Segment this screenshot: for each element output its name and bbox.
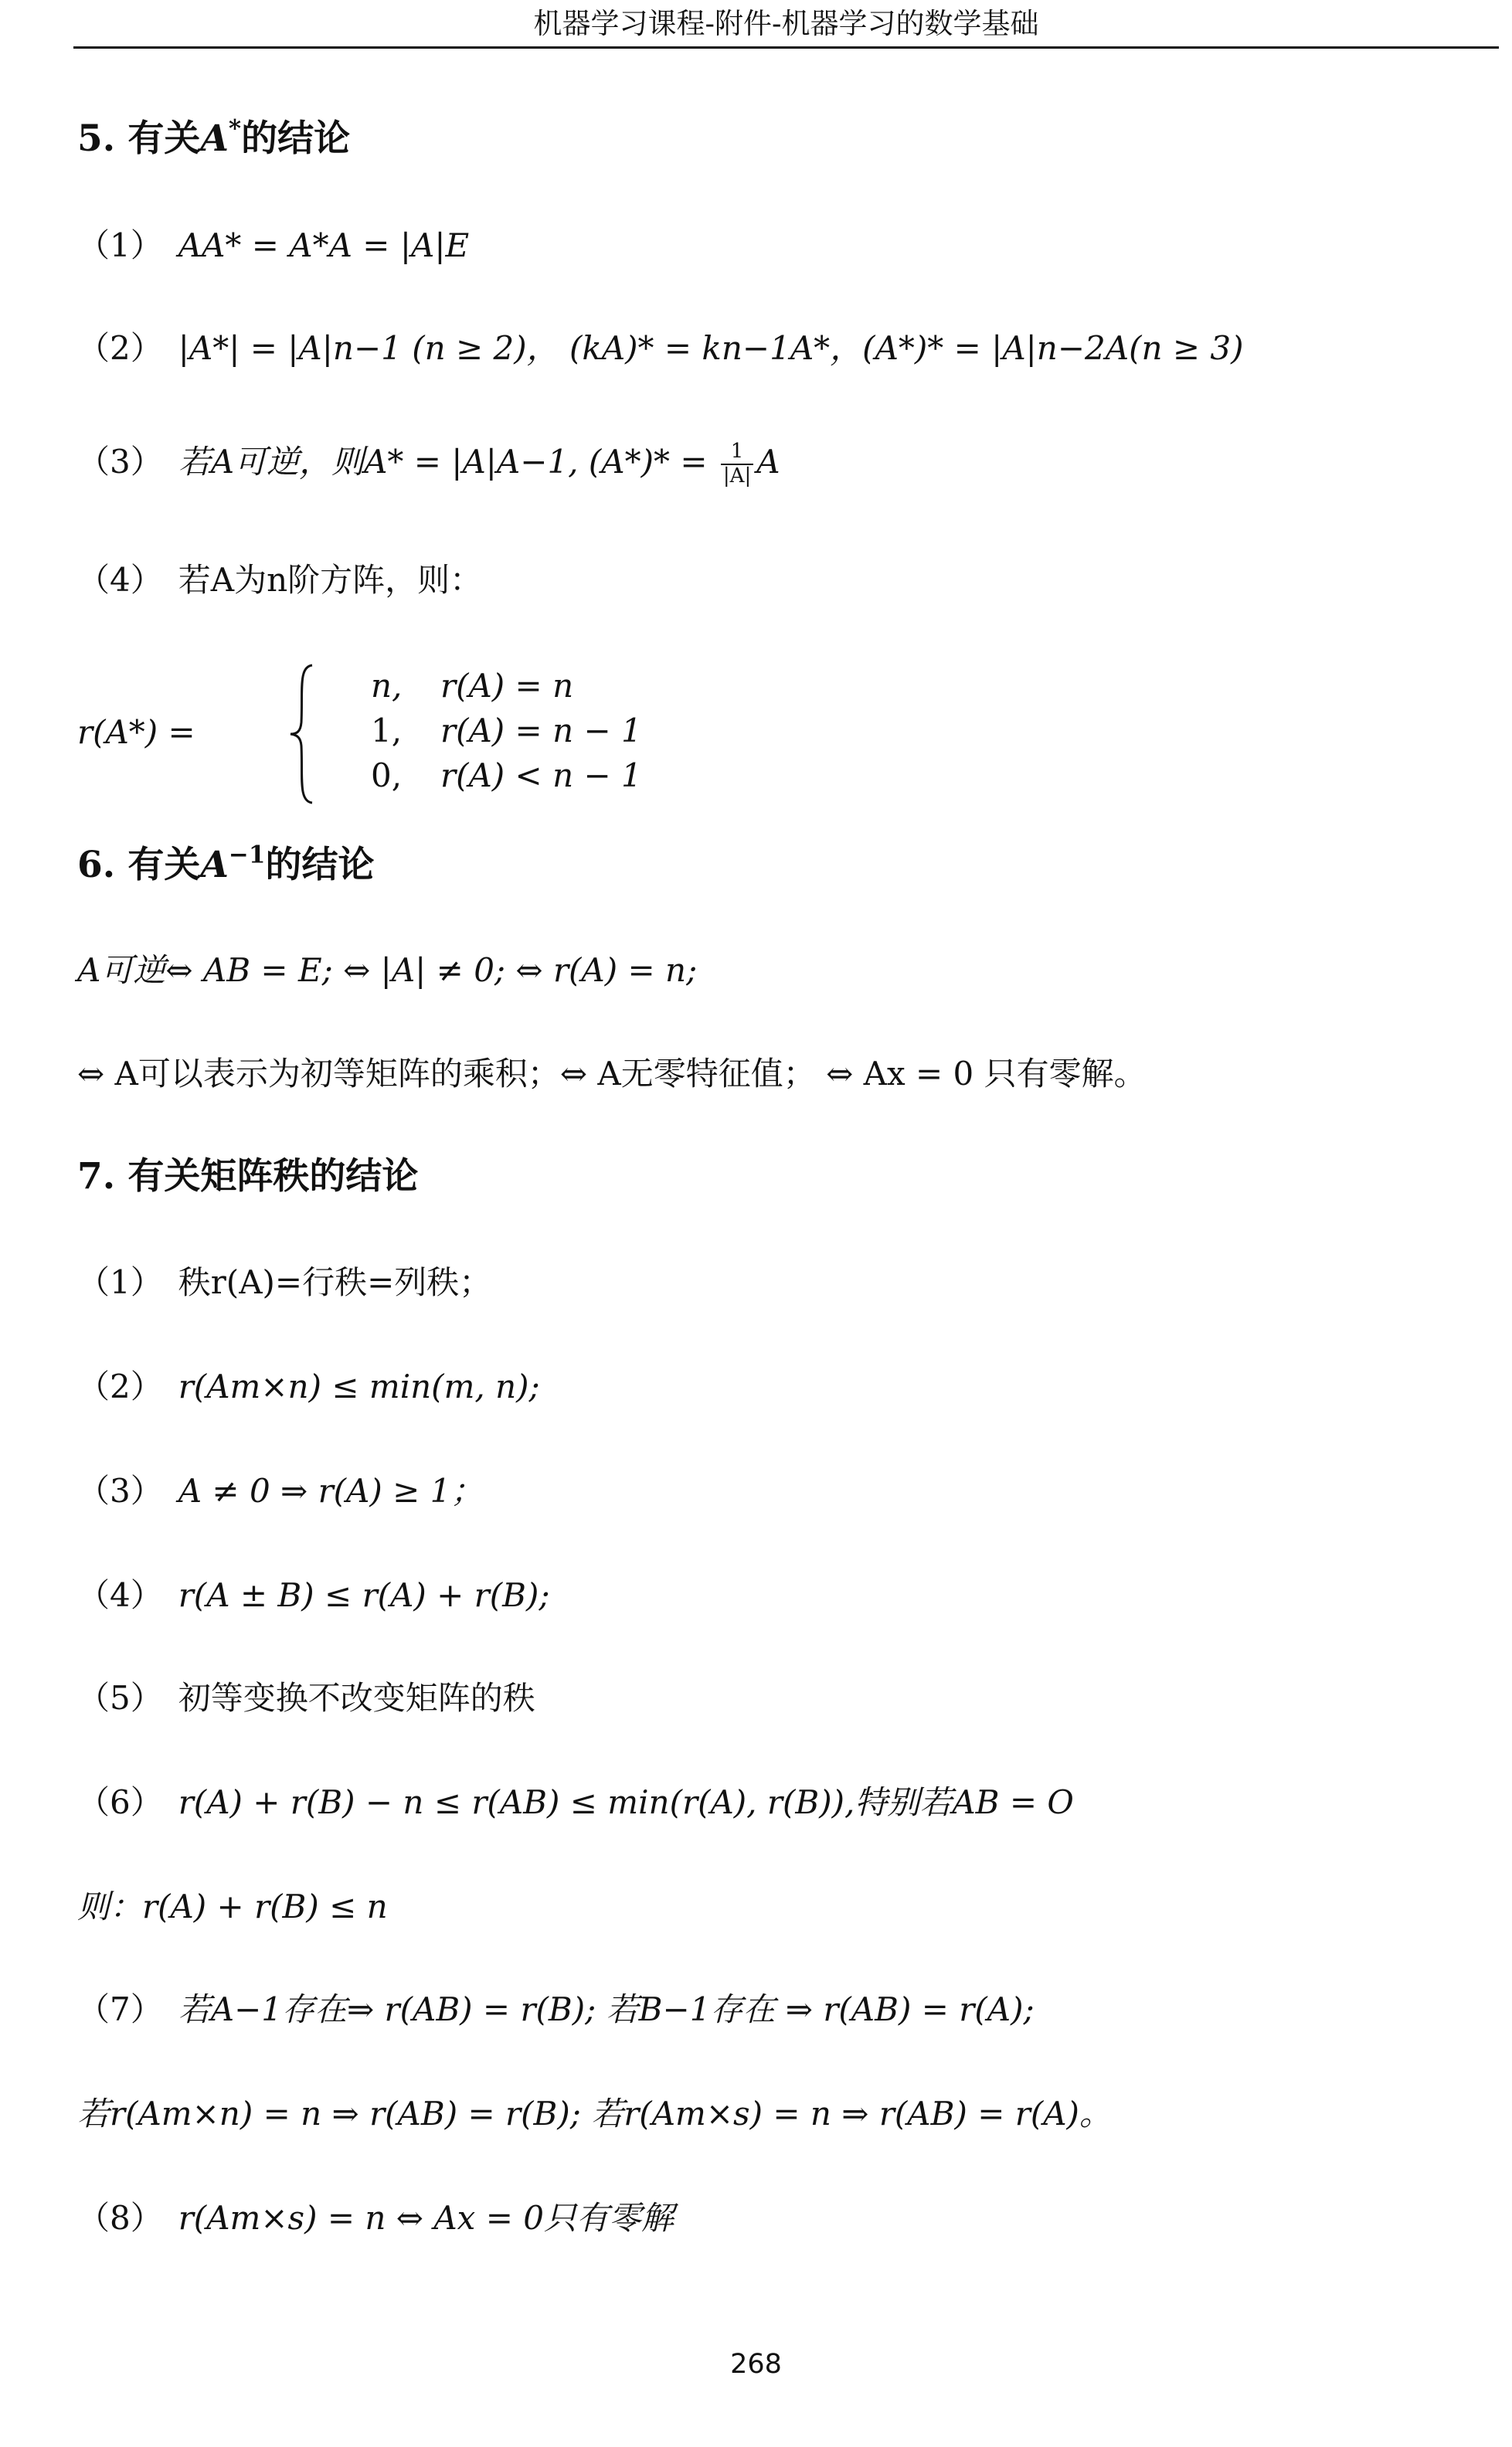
s7-item: 则：r(A) + r(B) ≤ n <box>77 1888 388 1925</box>
page-header <box>73 5 1499 49</box>
s6-line-2: ⇔ A可以表示为初等矩阵的乘积；⇔ A无零特征值； ⇔ Ax = 0 只有零解。 <box>77 1055 1147 1093</box>
piecewise-row: 1, r(A) = n − 1 <box>371 712 642 749</box>
s7-item: （6） r(A) + r(B) − n ≤ r(AB) ≤ min(r(A), r(B)),特别若AB = O <box>77 1783 1074 1821</box>
s7-item: （2） r(Am×n) ≤ min(m, n); <box>77 1368 540 1405</box>
s7-item: （1） 秩r(A)=行秩=列秩； <box>77 1263 492 1301</box>
left-brace-icon <box>287 661 318 807</box>
fraction: $\frac{1}{|A|}$ <box>721 440 753 488</box>
page-number: 268 <box>730 2349 782 2380</box>
s7-item: 若r(Am×n) = n ⇒ r(AB) = r(B); 若r(Am×s) = n ⇒ r(AB) = r(A)。 <box>77 2095 1112 2133</box>
s6-line-1: A可逆⇔ AB = E; ⇔ |A| ≠ 0; ⇔ r(A) = n; <box>77 951 698 989</box>
section-7-heading: 7. 有关矩阵秩的结论 <box>77 1155 419 1198</box>
s7-item: （5） 初等变换不改变矩阵的秩 <box>77 1679 535 1717</box>
s7-item: （7） 若A−1存在⇒ r(AB) = r(B); 若B−1存在 ⇒ r(AB) = r(A); <box>77 1990 1035 2028</box>
section-5-heading: 5. 有关A*的结论 <box>77 114 351 160</box>
piecewise-row: 0, r(A) < n − 1 <box>371 756 642 794</box>
piecewise-row: n, r(A) = n <box>371 667 574 705</box>
s5-item-2: （2） |A*| = |A|n−1 (n ≥ 2)， (kA)* = kn−1A*，(A*)* = |A|n−2A(n ≥ 3) <box>77 329 1244 367</box>
s7-item: （4） r(A ± B) ≤ r(A) + r(B); <box>77 1576 550 1614</box>
piecewise-rank-formula: r(A*) = n, r(A) = n 1, r(A) = n − 1 0, r(A) < n − 1 <box>77 661 695 807</box>
header-title: 机器学习课程-附件-机器学习的数学基础 <box>533 7 1039 40</box>
s5-item-4: （4） 若A为n阶方阵，则： <box>77 561 483 599</box>
section-6-heading: 6. 有关$A^{-1}$的结论 <box>77 841 375 886</box>
s5-item-3: （3） 若A可逆，则A* = |A|A−1, (A*)* = $\frac{1}{|A|}$ A <box>77 440 780 488</box>
s7-item: （8） r(Am×s) = n ⇔ Ax = 0只有零解 <box>77 2199 674 2237</box>
s7-item: （3） A ≠ 0 ⇒ r(A) ≥ 1； <box>77 1472 484 1510</box>
s5-item-1: （1） AA* = A*A = |A|E <box>77 226 470 264</box>
